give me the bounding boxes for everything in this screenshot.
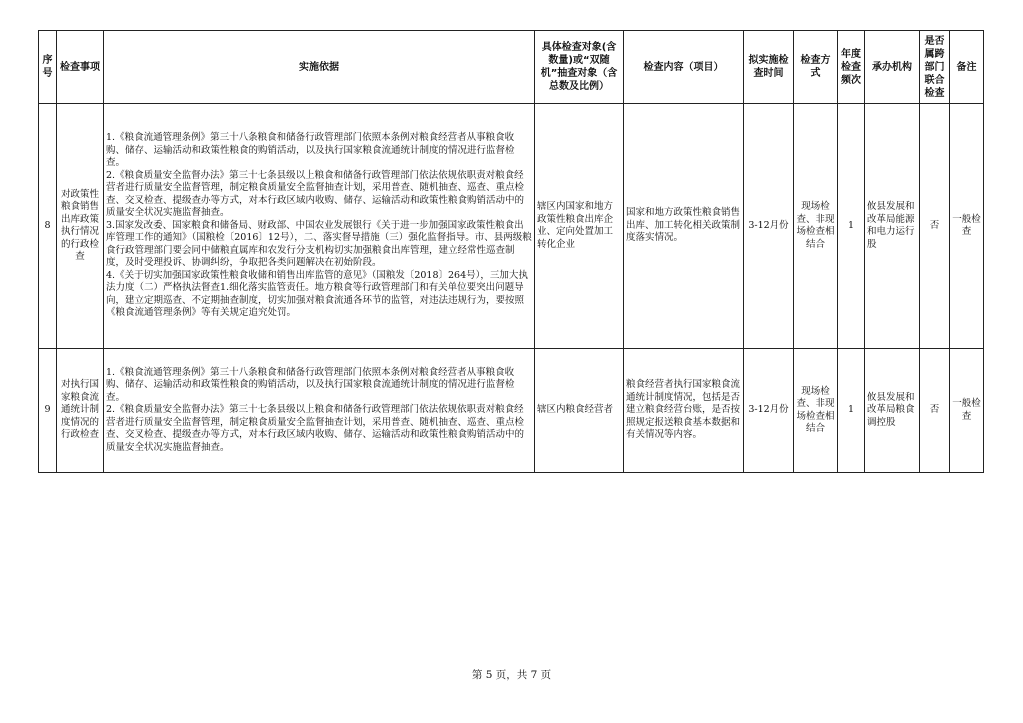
header-note: 备注: [950, 31, 984, 104]
header-seq: 序号: [39, 31, 57, 104]
header-method: 检查方式: [794, 31, 838, 104]
cell-content: 国家和地方政策性粮食销售出库、加工转化相关政策制度落实情况。: [624, 104, 744, 349]
table-row: [39, 104, 984, 349]
header-freq: 年度检查频次: [838, 31, 865, 104]
cell-object: 辖区内粮食经营者: [535, 349, 624, 473]
basis-paragraph: 4.《关于切实加强国家政策性粮食收储和销售出库监管的意见》（国粮发〔2018〕264号），三加大执法力度（二）严格执法督查1.细化落实监管责任。地方粮食等行政管理部门和有关单位要突出问题导向，建立定期巡查、不定期抽查制度，切实加强对粮食流通各环节的监管，对违法违规行为，要按照《粮食流通管理条例》等有关规定追究处罚。: [106, 269, 528, 319]
cell-org: 攸县发展和改革局粮食调控股: [865, 349, 920, 473]
basis-paragraph: 1.《粮食流通管理条例》第三十八条粮食和储备行政管理部门依照本条例对粮食经营者从事粮食收购、储存、运输活动和政策性粮食的购销活动，以及执行国家粮食流通统计制度的情况进行监督检查。: [106, 366, 515, 403]
cell-freq: 1: [838, 104, 865, 349]
cell-method: 现场检查、非现场检查相结合: [794, 104, 838, 349]
cell-item: 对政策性粮食销售出库政策执行情况的行政检查: [57, 104, 104, 349]
cell-freq: 1: [838, 349, 865, 473]
cell-org: 攸县发展和改革局能源和电力运行股: [865, 104, 920, 349]
inspection-table: [38, 30, 984, 473]
cell-note: 一般检查: [950, 104, 984, 349]
cell-time: 3-12月份: [744, 349, 794, 473]
cell-object: 辖区内国家和地方政策性粮食出库企业、定向处置加工转化企业: [535, 104, 624, 349]
cell-note: 一般检查: [950, 349, 984, 473]
cell-basis: [104, 349, 535, 473]
cell-method: 现场检查、非现场检查相结合: [794, 349, 838, 473]
header-item: 检查事项: [57, 31, 104, 104]
header-org: 承办机构: [865, 31, 920, 104]
basis-paragraph: 2.《粮食质量安全监督办法》第三十七条县级以上粮食和储备行政管理部门依法依规依职责对粮食经营者进行质量安全监督管理，制定粮食质量安全监督抽查计划，采用普查、随机抽查、巡查、重点检查、交叉检查、提级查办等方式，对本行政区域内收购、储存、运输活动和政策性粮食购销活动中的质量安全状况实施监督抽查。: [106, 404, 525, 453]
page-footer: 第 5 页，共 7 页: [471, 669, 552, 681]
cell-seq: 8: [39, 104, 57, 349]
cell-basis: [104, 104, 535, 349]
header-object: 具体检查对象(含数量)或“双随机”抽查对象（含总数及比例）: [535, 31, 624, 104]
cell-seq: 9: [39, 349, 57, 473]
header-basis: 实施依据: [104, 31, 535, 104]
table-row: [39, 349, 984, 473]
cell-time: 3-12月份: [744, 104, 794, 349]
cell-item: 对执行国家粮食流通统计制度情况的行政检查: [57, 349, 104, 473]
cell-joint: 否: [920, 104, 950, 349]
basis-paragraph: 1.《粮食流通管理条例》第三十八条粮食和储备行政管理部门依照本条例对粮食经营者从事粮食收购、储存、运输活动和政策性粮食的购销活动，以及执行国家粮食流通统计制度的情况进行监督检查。: [106, 132, 515, 169]
basis-paragraph: 2.《粮食质量安全监督办法》第三十七条县级以上粮食和储备行政管理部门依法依规依职责对粮食经营者进行质量安全监督管理，制定粮食质量安全监督抽查计划，采用普查、随机抽查、巡查、重点检查、交叉检查、提级查办等方式，对本行政区域内收购、储存、运输活动和政策性粮食购销活动中的质量安全状况实施监督抽查。: [106, 169, 525, 219]
cell-content: 粮食经营者执行国家粮食流通统计制度情况，包括是否建立粮食经营台账，是否按照规定报送粮食基本数据和有关情况等内容。: [624, 349, 744, 473]
header-time: 拟实施检查时间: [744, 31, 794, 104]
header-content: 检查内容（项目）: [624, 31, 744, 104]
header-row: [39, 31, 984, 104]
header-joint: 是否属跨部门联合检查: [920, 31, 950, 104]
cell-joint: 否: [920, 349, 950, 473]
basis-paragraph: 3.国家发改委、国家粮食和储备局、财政部、中国农业发展银行《关于进一步加强国家政策性粮食出库管理工作的通知》（国粮检〔2016〕12号），二、落实督导措施（三）强化监督指导。市、县两级粮食行政管理部门要会同中储粮直属库和农发行分支机构切实加强粮食出库管理，建立经常性巡查制度，及时受理投诉、协调纠纷，争取把各类问题解决在初始阶段。: [106, 219, 532, 269]
